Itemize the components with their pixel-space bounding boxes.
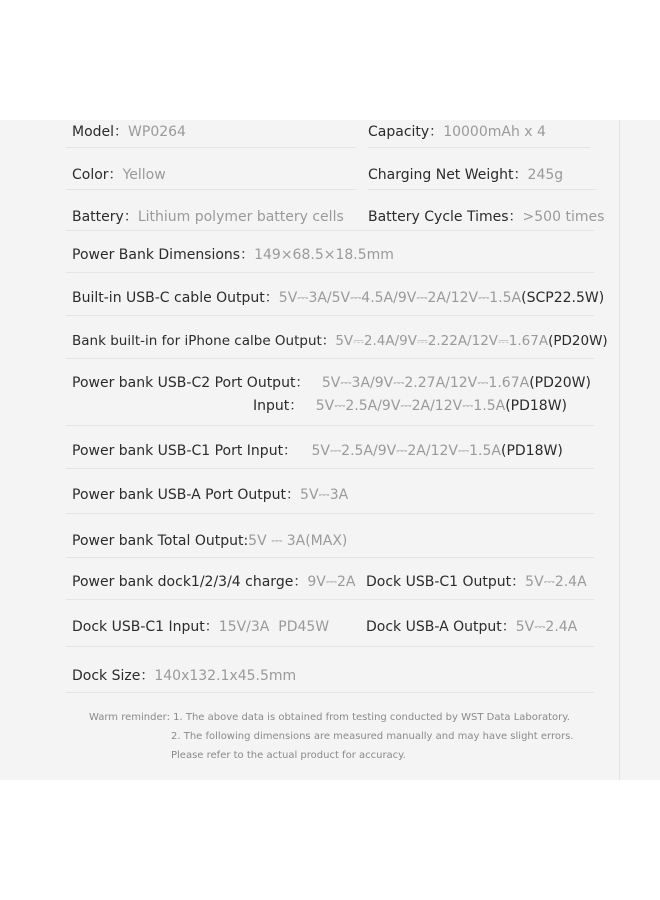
spec-suffix: (PD18W) [501, 443, 563, 459]
spec-label: Charging Net Weight： [368, 167, 528, 183]
divider [66, 315, 594, 316]
spec-label: Built-in USB-C cable Output： [72, 290, 279, 306]
spec-iphone-cable [72, 332, 608, 350]
spec-suffix: (PD20W) [548, 333, 608, 349]
spec-value: Yellow [122, 167, 166, 183]
spec-value: WP0264 [128, 124, 186, 140]
spec-value: 15V/3A PD45W [218, 619, 330, 635]
reminder-line-2: 2. The following dimensions are measured manually and may have slight errors. [171, 731, 574, 742]
spec-value: 5V⎓2.4A [515, 619, 578, 635]
spec-value: 5V⎓2.4A/9V⎓2.22A/12V⎓1.67A [335, 333, 549, 349]
spec-dock-charge [72, 573, 355, 591]
spec-label: Input： [253, 398, 304, 414]
reminder-line-3: Please refer to the actual product for accuracy. [171, 750, 406, 761]
divider [66, 468, 594, 469]
spec-value: 5V⎓2.4A [525, 574, 587, 590]
spec-weight [368, 166, 563, 184]
divider [66, 272, 594, 273]
spec-dock-usba-output [366, 618, 577, 636]
spec-label: Power bank USB-C2 Port Output： [72, 375, 310, 391]
spec-dock-usbc1-output [366, 573, 587, 591]
divider [66, 557, 594, 558]
spec-total-output [72, 532, 347, 550]
spec-dock-size [72, 667, 296, 685]
spec-usba-output [72, 486, 348, 504]
spec-cycles [368, 208, 604, 226]
spec-label: Dock Size： [72, 668, 155, 684]
spec-value: >500 times [522, 209, 605, 225]
spec-capacity [368, 123, 546, 141]
spec-label: Bank built-in for iPhone calbe Output： [72, 333, 336, 349]
spec-value: 140x132.1x45.5mm [154, 668, 297, 684]
divider [66, 513, 594, 514]
spec-label: Power bank USB-C1 Port Input： [72, 443, 298, 459]
divider [66, 599, 594, 600]
spec-label: Color： [72, 167, 123, 183]
divider [368, 189, 596, 190]
spec-label: Capacity： [368, 124, 444, 140]
spec-suffix: (PD18W) [505, 398, 568, 414]
spec-value: 10000mAh x 4 [443, 124, 546, 140]
divider [66, 425, 594, 426]
divider [66, 230, 594, 231]
divider [66, 646, 594, 647]
divider [66, 147, 356, 148]
spec-value: 149×68.5×18.5mm [254, 247, 394, 263]
spec-label: Power bank Total Output: [72, 533, 249, 549]
spec-value: 5V⎓3A [300, 487, 349, 503]
spec-value: Lithium polymer battery cells [137, 209, 344, 225]
spec-suffix: (PD20W) [529, 375, 591, 391]
spec-label: Model： [72, 124, 129, 140]
spec-label: Dock USB-C1 Output： [366, 574, 526, 590]
spec-value: 5V⎓2.5A/9V⎓2A/12V⎓1.5A [315, 398, 506, 414]
panel-edge [619, 120, 620, 780]
spec-model [72, 123, 186, 141]
spec-label: Dock USB-A Output： [366, 619, 516, 635]
spec-color [72, 166, 166, 184]
spec-value: 245g [527, 167, 564, 183]
divider [66, 692, 594, 693]
spec-label: Battery Cycle Times： [368, 209, 523, 225]
spec-usbc2-output [72, 374, 591, 392]
divider [368, 147, 590, 148]
spec-value: 5V⎓3A/5V⎓4.5A/9V⎓2A/12V⎓1.5A [278, 290, 522, 306]
spec-dock-usbc1-input [72, 618, 329, 636]
spec-label: Battery： [72, 209, 138, 225]
divider [66, 189, 356, 190]
spec-value: 5V⎓2.5A/9V⎓2A/12V⎓1.5A [311, 443, 501, 459]
spec-label: Dock USB-C1 Input： [72, 619, 219, 635]
spec-label: Power bank dock1/2/3/4 charge： [72, 574, 308, 590]
spec-dimensions [72, 246, 394, 264]
spec-usbc-cable [72, 289, 604, 307]
spec-value: 5V ⎓ 3A(MAX) [248, 533, 348, 549]
spec-usbc2-input [253, 397, 567, 415]
spec-battery [72, 208, 344, 226]
spec-label: Power bank USB-A Port Output： [72, 487, 301, 503]
spec-value: 5V⎓3A/9V⎓2.27A/12V⎓1.67A [321, 375, 530, 391]
spec-value: 9V⎓2A [307, 574, 356, 590]
spec-suffix: (SCP22.5W) [521, 290, 605, 306]
reminder-line-1: Warm reminder: 1. The above data is obtained from testing conducted by WST Data Laboratory. [89, 712, 570, 723]
spec-label: Power Bank Dimensions： [72, 247, 255, 263]
spec-usbc1-input [72, 442, 563, 460]
divider [66, 358, 594, 359]
